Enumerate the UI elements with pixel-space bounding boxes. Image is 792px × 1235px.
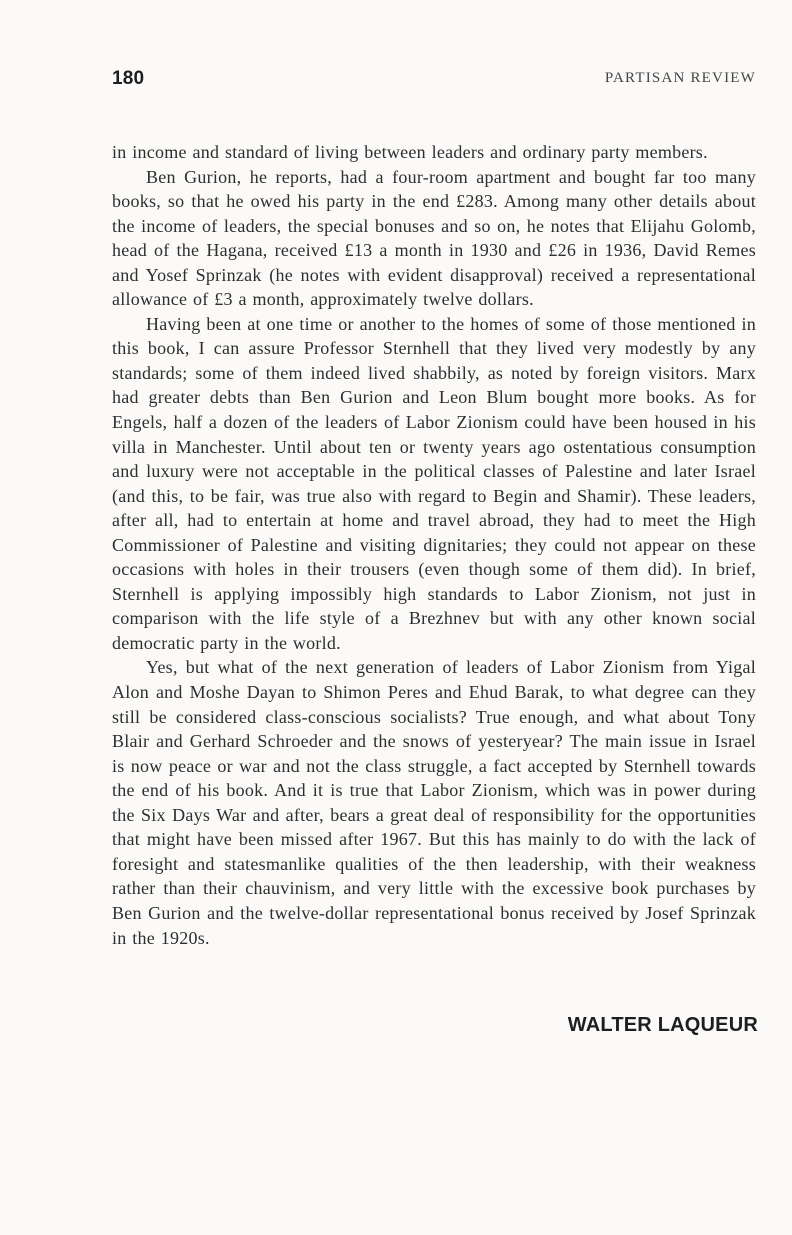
page-number: 180	[112, 68, 145, 89]
paragraph: Yes, but what of the next generation of leaders of Labor Zionism from Yigal Alon and Moshe Dayan to Shimon Peres and Ehud Barak, to what degree can they still be considered class-conscious socialists? True enough, and what about Tony Blair and Gerhard Schroeder and the snows of yesteryear? The main issue in Israel is now peace or war and not the class struggle, a fact accepted by Sternhell towards the end of his book. And it is true that Labor Zionism, which was in power during the Six Days War and after, bears a great deal of responsibility for the opportunities that might have been missed after 1967. But this has mainly to do with the lack of foresight and statesmanlike qualities of the then leadership, with their weakness rather than their chauvinism, and very little with the excessive book purchases by Ben Gurion and the twelve-dollar representational bonus received by Josef Sprinzak in the 1920s.	[112, 657, 756, 948]
paragraph-continuation: in income and standard of living between leaders and ordinary party members.	[112, 142, 708, 162]
paragraph: Ben Gurion, he reports, had a four-room apartment and bought far too many books, so that he owed his party in the end £283. Among many other details about the income of leaders, the special bonuses and so on, he notes that Elijahu Golomb, head of the Hagana, received £13 a month in 1930 and £26 in 1936, David Remes and Yosef Sprinzak (he notes with evident disapproval) received a representational allowance of £3 a month, approximately twelve dollars.	[112, 166, 756, 310]
author-signature: WALTER LAQUEUR	[567, 1014, 758, 1036]
article-body	[112, 140, 756, 950]
page-header	[112, 68, 756, 94]
running-head: PARTISAN REVIEW	[604, 70, 756, 86]
paragraph: Having been at one time or another to the homes of some of those mentioned in this book, I can assure Professor Sternhell that they lived very modestly by any standards; some of them indeed lived shabbily, as noted by foreign visitors. Marx had greater debts than Ben Gurion and Leon Blum bought more books. As for Engels, half a dozen of the leaders of Labor Zionism could have been housed in his villa in Manchester. Until about ten or twenty years ago ostentatious consumption and luxury were not acceptable in the political classes of Palestine and later Israel (and this, to be fair, was true also with regard to Begin and Shamir). These leaders, after all, had to entertain at home and travel abroad, they had to meet the High Commissioner of Palestine and visiting dignitaries; they could not appear on these occasions with holes in their trousers (even though some of them did). In brief, Sternhell is applying impossibly high standards to Labor Zionism, not just in comparison with the life style of a Brezhnev but with any other known social democratic party in the world.	[112, 313, 756, 653]
